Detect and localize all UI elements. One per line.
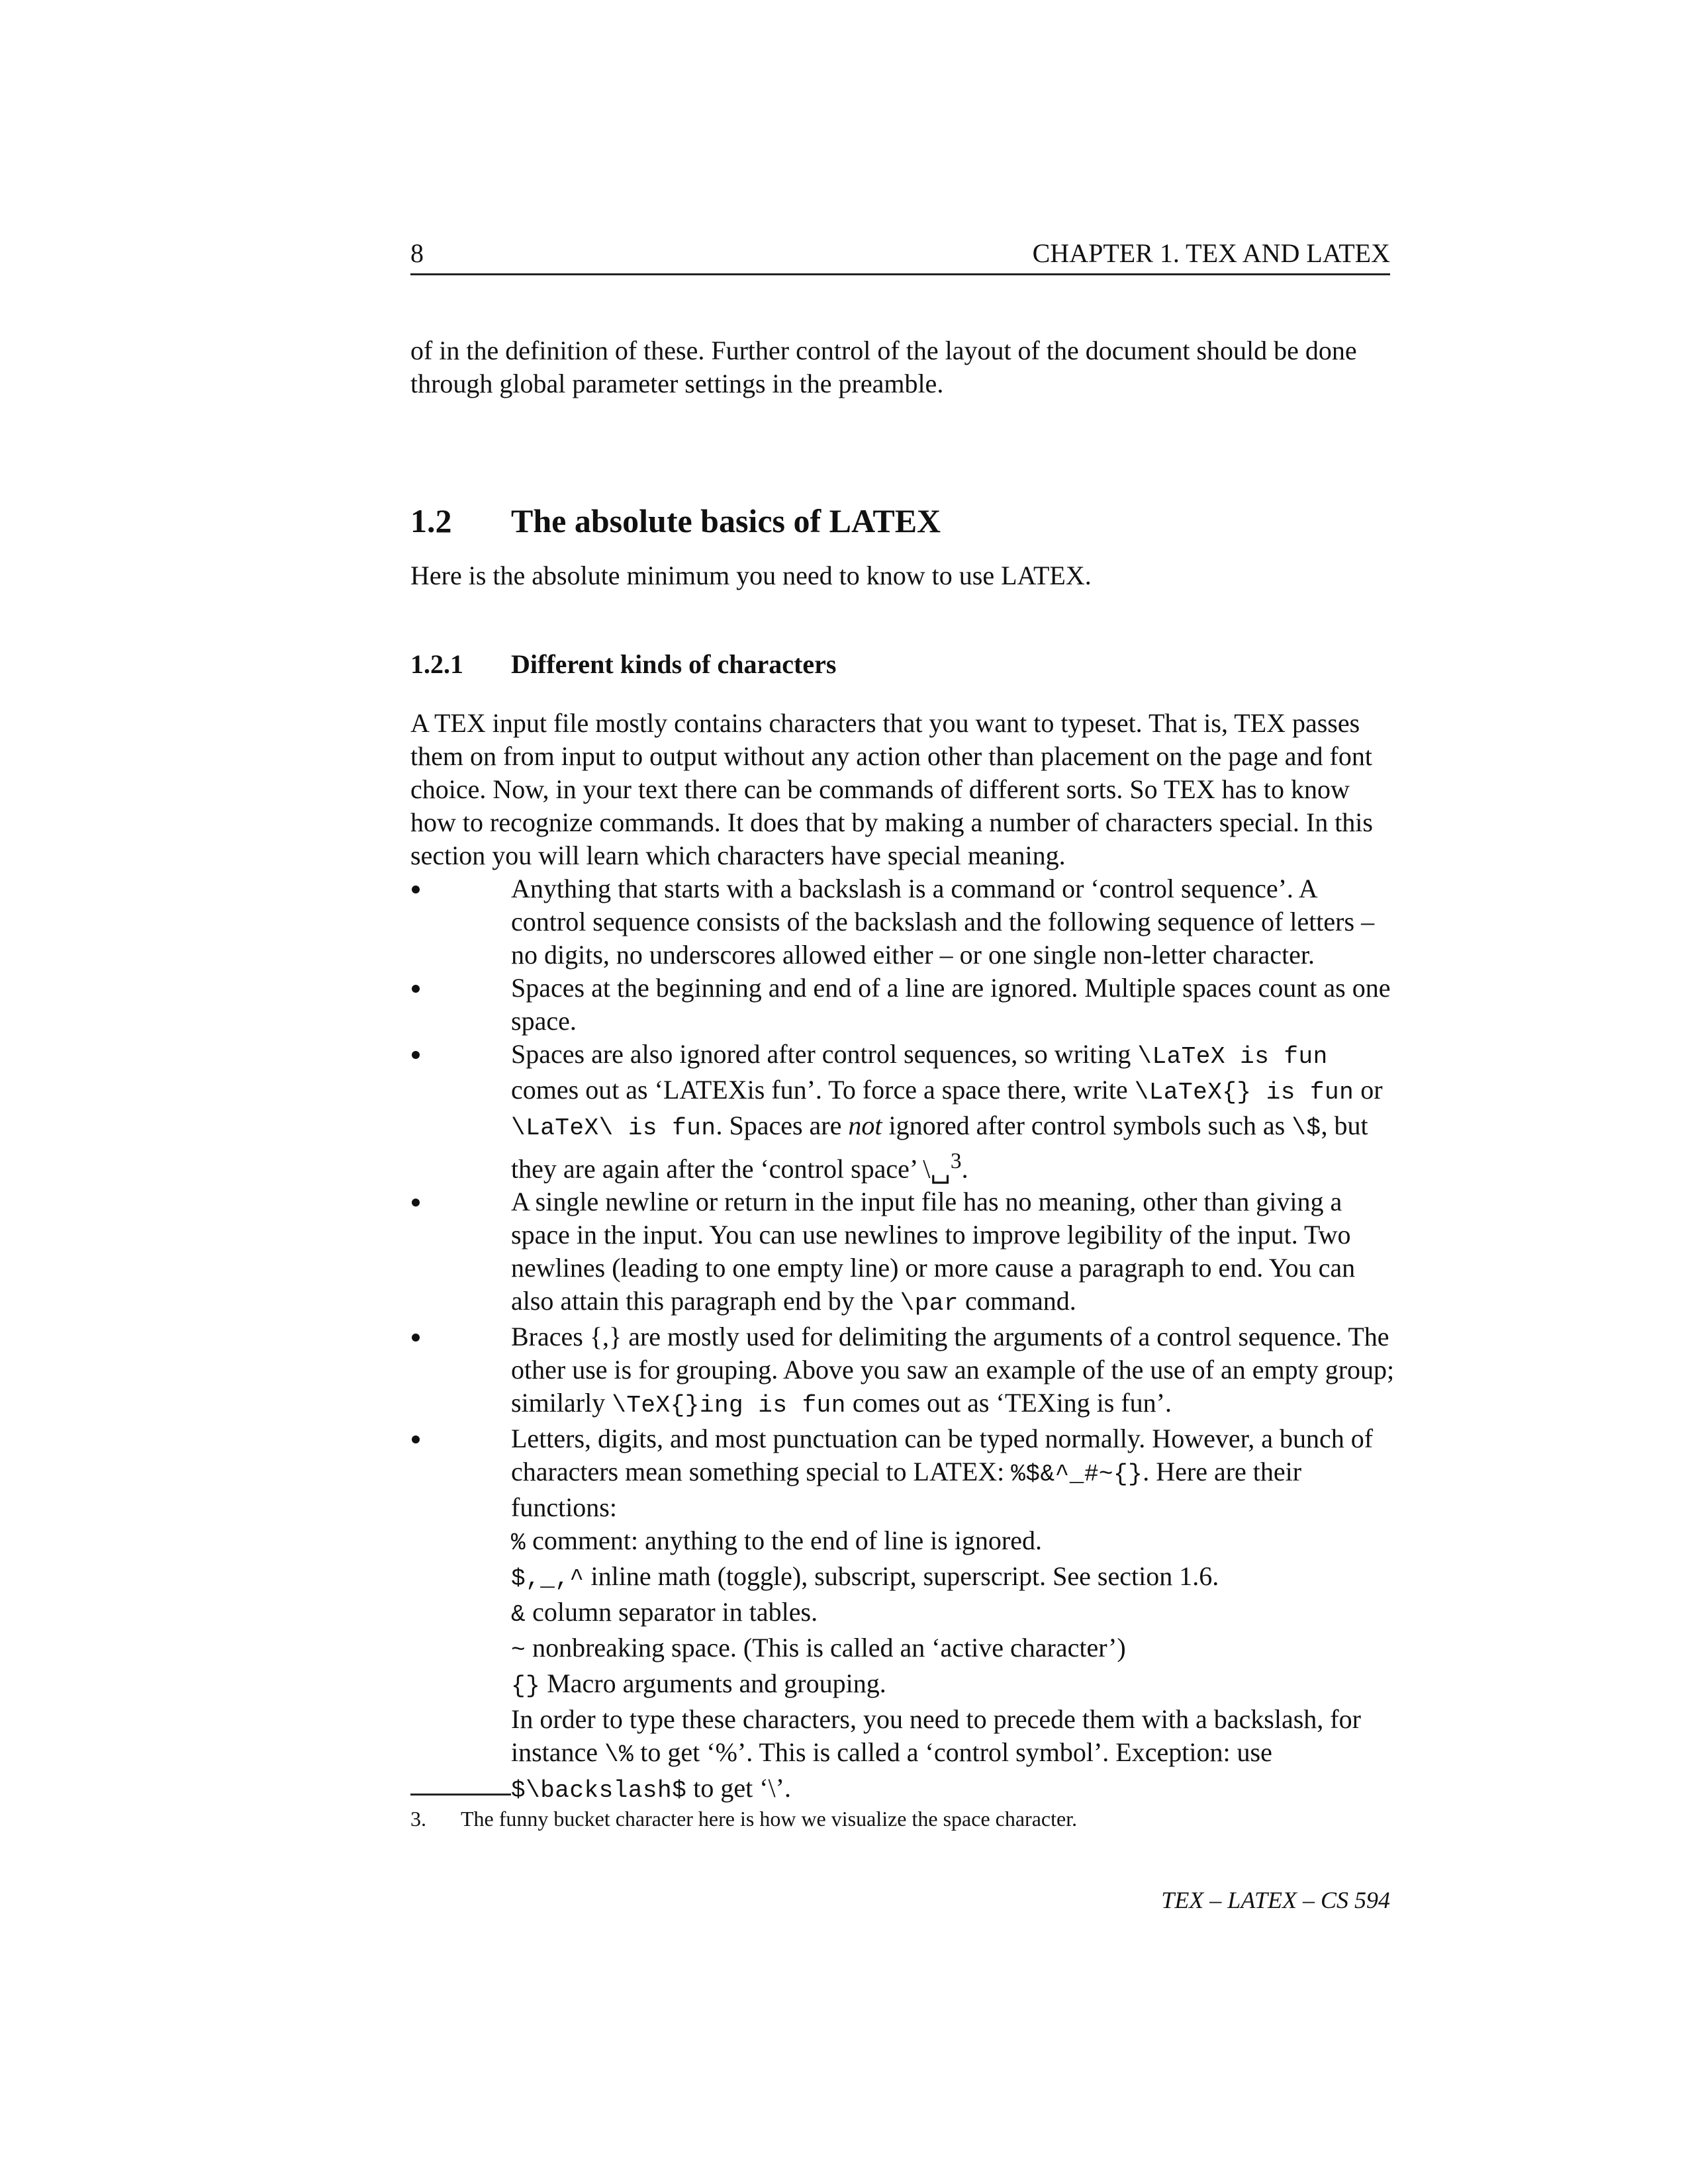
function-line: [511, 1560, 1397, 1596]
section-number: 1.2: [410, 502, 452, 539]
chapter-title: CHAPTER 1. TEX AND LATEX: [1032, 238, 1390, 268]
function-line: [511, 1631, 1397, 1667]
text-span: . Here are their functions:: [511, 1457, 1302, 1523]
list-item: [410, 872, 1397, 972]
subsection-title: Different kinds of characters: [511, 649, 837, 679]
text-span: .: [961, 1154, 968, 1184]
intro-paragraph: of in the definition of these. Further control of the layout of the document should be done through global parameter settings in the preamble.: [410, 336, 1357, 398]
text-span: , but they are again after the ‘control space’ \␣: [511, 1111, 1368, 1184]
footnote: [410, 1805, 1077, 1832]
footnote-text: The funny bucket character here is how we visualize the space character.: [461, 1807, 1078, 1831]
special-symbol: &: [511, 1601, 526, 1629]
text-span: command.: [959, 1286, 1076, 1316]
function-line: [511, 1596, 1397, 1631]
subsection-number: 1.2.1: [410, 649, 463, 679]
special-characters-list: [410, 872, 1397, 1807]
special-symbol: ~: [511, 1637, 526, 1664]
list-item-text: Spaces at the beginning and end of a line are ignored. Multiple spaces count as one space.: [511, 973, 1391, 1036]
text-span: . Spaces are: [716, 1111, 849, 1140]
subsection-paragraph: A TEX input file mostly contains characters that you want to typeset. That is, TEX passes them on from input to output without any action other than placement on the page and font choice. Now, in your text there can be commands of different sorts. So TEX has to know how to recognize commands. It does that by making a number of characters special. In this section you will learn which characters have special meaning.: [410, 708, 1373, 870]
special-symbol: {}: [511, 1672, 541, 1700]
code-span: %$&^_#~{}: [1011, 1461, 1143, 1488]
text-span: comes out as ‘TEXing is fun’.: [845, 1388, 1172, 1418]
code-span: \par: [900, 1290, 959, 1318]
list-item: [410, 1185, 1397, 1320]
text-span: to get ‘%’. This is called a ‘control symbol’. Exception: use: [633, 1737, 1272, 1768]
code-span: \TeX{}ing is fun: [612, 1392, 846, 1420]
text-span: Spaces are also ignored after control sequences, so writing: [511, 1039, 1138, 1069]
code-span: \LaTeX is fun: [1137, 1043, 1328, 1070]
code-span: \$: [1291, 1115, 1321, 1142]
section-heading: [410, 502, 941, 540]
list-item: [410, 1320, 1397, 1422]
text-span: Letters, digits, and most punctuation can be typed normally. However, a bunch of characters mean something special to LATEX:: [511, 1424, 1374, 1487]
running-footer: TEX – LATEX – CS 594: [1161, 1887, 1390, 1913]
code-span: $\backslash$: [511, 1777, 687, 1805]
code-span: \%: [604, 1741, 634, 1769]
footnote-number: 3.: [410, 1807, 426, 1831]
subsection-heading: [410, 649, 836, 680]
footnote-rule: [410, 1794, 511, 1796]
function-description: Macro arguments and grouping.: [540, 1668, 886, 1699]
function-line: [511, 1667, 1397, 1703]
function-description: nonbreaking space. (This is called an ‘active character’): [526, 1633, 1126, 1663]
emphasis: not: [848, 1111, 882, 1140]
code-span: \LaTeX{} is fun: [1134, 1079, 1354, 1106]
list-item-text: Anything that starts with a backslash is a command or ‘control sequence’. A control sequence consists of the backslash and the following sequence of letters – no digits, no underscores allowed either – or one single non-letter character.: [511, 874, 1375, 970]
text-span: Braces {,} are mostly used for delimiting the arguments of a control sequence. The other use is for grouping. Above you saw an example of the use of an empty group; similarly: [511, 1322, 1395, 1418]
special-symbol: $,_,^: [511, 1565, 585, 1593]
text-span: or: [1354, 1075, 1383, 1105]
text-span: to get ‘\’.: [686, 1773, 791, 1803]
section-intro: Here is the absolute minimum you need to know to use LATEX.: [410, 561, 1092, 590]
section-title: The absolute basics of LATEX: [511, 502, 941, 539]
text-span: A single newline or return in the input file has no meaning, other than giving a space in the input. You can use newlines to improve legibility of the input. Two newlines (leading to one empty line) or more cause a paragraph to end. You can also attain this paragraph end by the: [511, 1187, 1356, 1316]
page-number: 8: [410, 238, 424, 268]
function-description: inline math (toggle), subscript, superscript. See section 1.6.: [584, 1561, 1219, 1592]
footnote-marker: 3: [950, 1149, 962, 1173]
function-line: [511, 1524, 1397, 1560]
list-item: [410, 1422, 1397, 1807]
running-header: [410, 235, 1390, 275]
text-span: comes out as ‘LATEXis fun’. To force a space there, write: [511, 1075, 1135, 1105]
special-symbol: %: [511, 1529, 526, 1557]
code-span: \LaTeX\ is fun: [511, 1115, 716, 1142]
text-span: In order to type these characters, you need to precede them with a backslash, for instance: [511, 1704, 1361, 1768]
function-description: comment: anything to the end of line is ignored.: [526, 1525, 1042, 1556]
function-description: column separator in tables.: [526, 1597, 818, 1627]
text-span: ignored after control symbols such as: [882, 1111, 1292, 1140]
list-item: [410, 972, 1397, 1038]
list-item: [410, 1038, 1397, 1185]
closing-paragraph: [511, 1703, 1397, 1807]
